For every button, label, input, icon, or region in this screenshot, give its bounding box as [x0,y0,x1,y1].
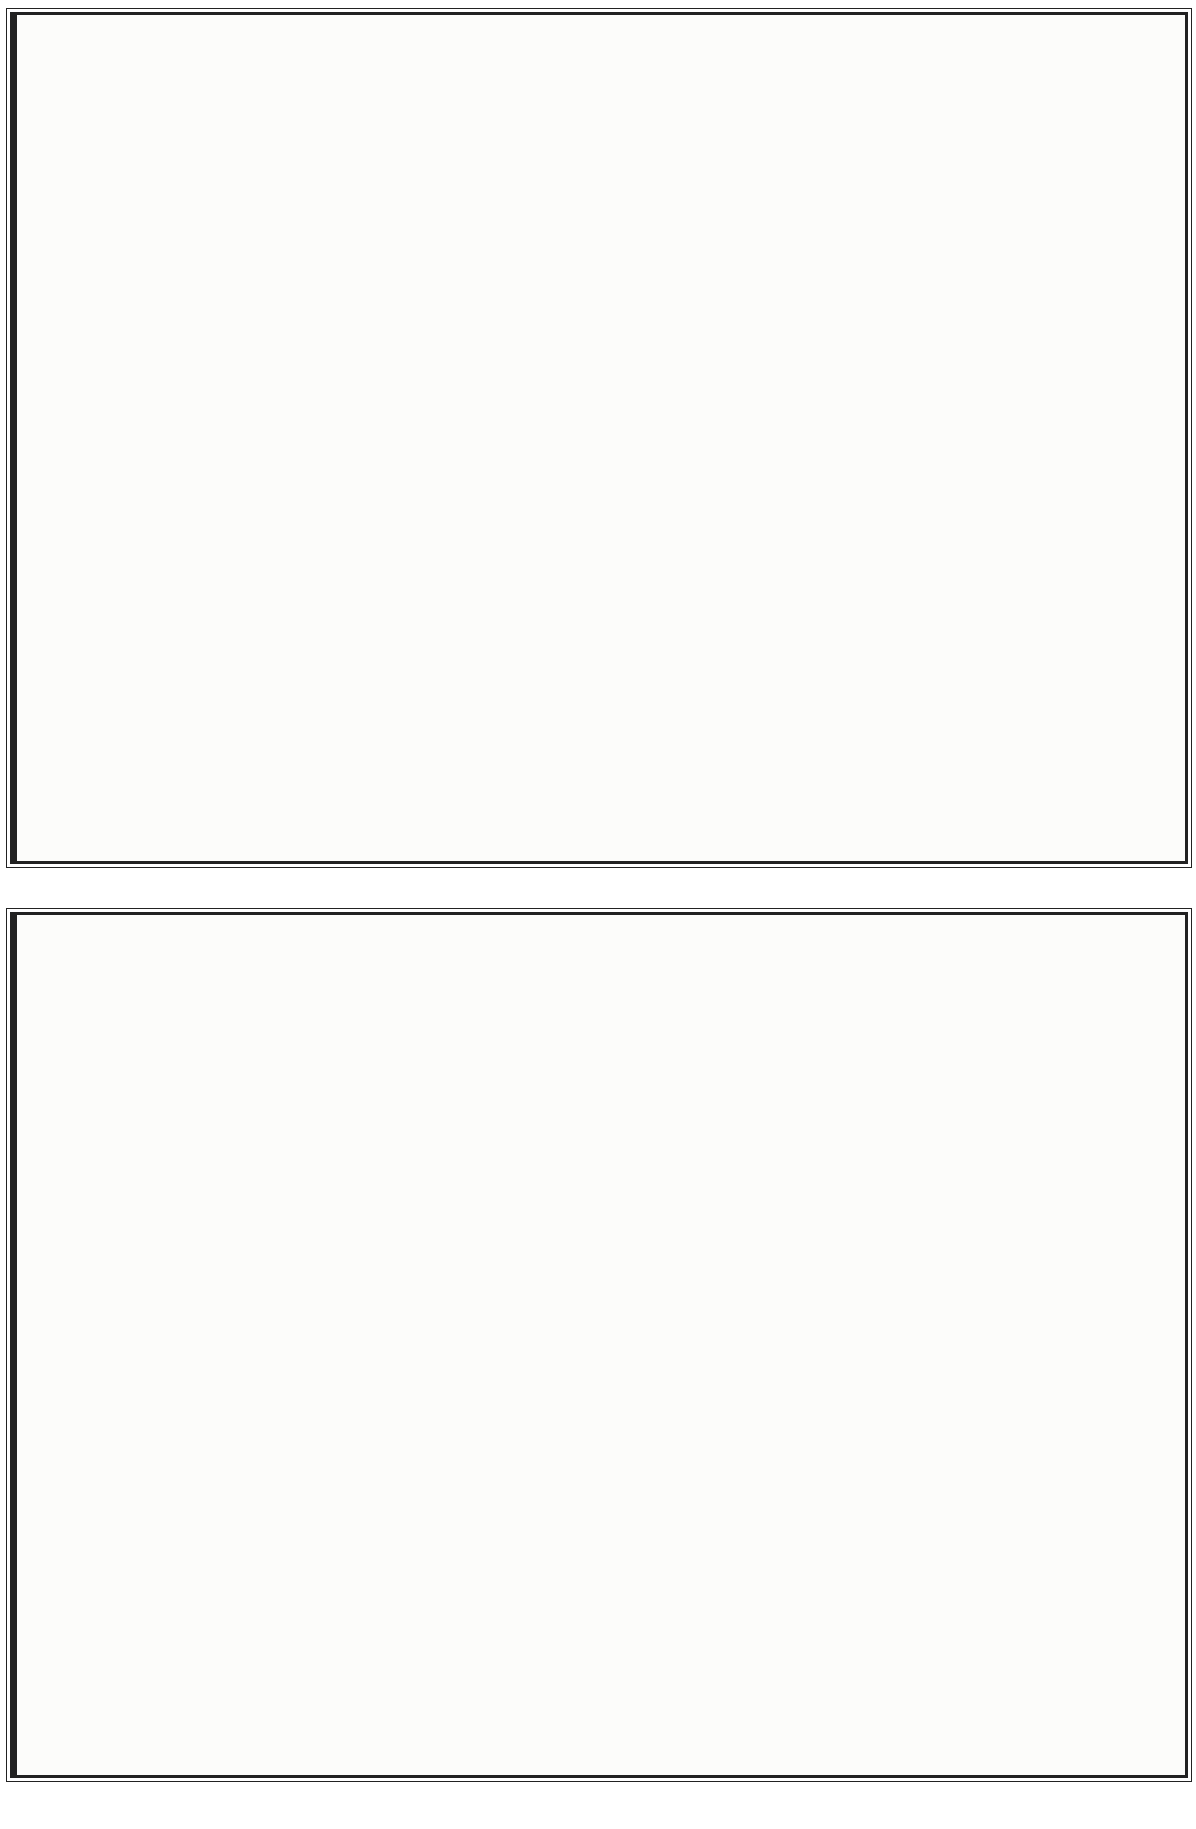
top-half-page [10,12,1188,864]
center-margin-strip [13,915,17,1775]
bottom-half-page [10,912,1188,1778]
center-margin-strip [13,15,17,861]
